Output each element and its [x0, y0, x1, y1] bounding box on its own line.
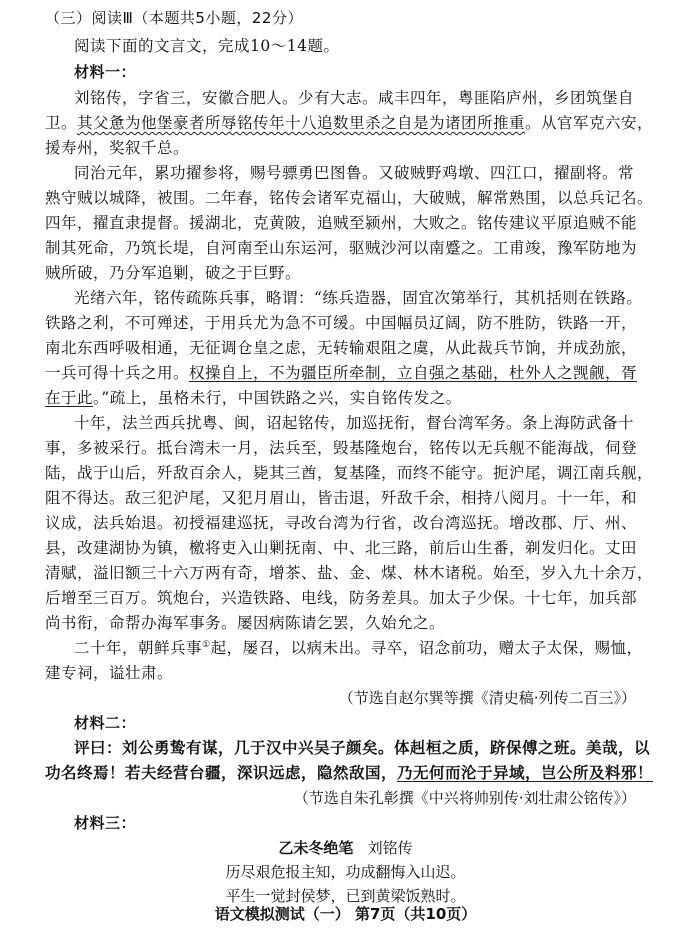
poem-author: 刘铭传: [367, 839, 413, 857]
underlined-sentence: 权操自上，不为疆臣所牵制，立自强之基础，杜外人之觊觎，胥: [189, 364, 638, 382]
poem-heading: [0, 838, 691, 858]
m1-line-18: 议成，法兵始退。初授福建巡抚，寻改台湾为行省，改台湾巡抚。增改郡、厅、州、: [45, 514, 638, 532]
m1-line-7: 制其死命，乃筑长堤，自河南至山东运河，驱贼沙河以南蹙之。工甫竣，豫军防地为: [45, 239, 638, 257]
m1-line-4: 同治元年，累功擢参将，赐号骠勇巴图鲁。又破贼野鸡墩、四江口，擢副将。常: [74, 164, 635, 182]
m1-line-9: 光绪六年，铭传疏陈兵事，略谓：“练兵造器，固宜次第举行，其机括则在铁路。: [74, 289, 643, 307]
m1-line-22: 尚书衔，命帮办海军事务。屡因病陈请乞罢，久始允之。: [45, 614, 446, 632]
m1-line-2: [45, 113, 655, 133]
m1-line-13: [45, 388, 655, 408]
footnote-marker: ①: [202, 639, 211, 650]
m1-line-12: [45, 363, 655, 383]
m1-line-8: 贼所破，乃分军追剿，破之于巨野。: [45, 264, 302, 282]
text-segment: 卫。: [45, 114, 78, 132]
page-footer: 语文模拟测试（一） 第7页（共10页）: [214, 905, 477, 923]
m1-line-24: 建专祠，谥壮肃。: [45, 664, 174, 682]
m1-line-3: 援寿州，奖叙千总。: [45, 139, 190, 157]
poem-line-1: 历尽艰危报主知，功成翻悔入山迟。: [225, 863, 466, 881]
m1-line-5: 熟守贼以城降，被围。二年春，铭传会诸军克福山，大破贼，解常熟围，以总兵记名。: [45, 189, 654, 207]
poem-title: 乙未冬绝笔: [278, 839, 354, 857]
underlined-sentence: 在于此: [45, 389, 94, 407]
m1-line-11: 南北东西呼吸相通，无征调仓皇之虑，无转输艰阻之虞，从此裁兵节饷，并成劲旅，: [45, 339, 638, 357]
material-2-source: （节选自朱孔彰撰《中兴将帅别传·刘壮肃公铭传》）: [293, 789, 636, 807]
m1-line-23: [74, 638, 684, 658]
m1-line-14: 十年，法兰西兵扰粤、闽，诏起铭传，加巡抚衔，督台湾军务。条上海防武备十: [74, 414, 635, 432]
material-1-label: 材料一：: [74, 63, 137, 81]
wavy-underline-sentence: 其父惫为他堡豪者所辱铭传年十八追数里杀之自是为诸团所推重: [77, 114, 526, 132]
m1-line-15: 事，多被采行。抵台湾未一月，法兵至，毁基隆炮台，铭传以无兵舰不能海战，伺登: [45, 439, 638, 457]
text-segment: 二十年，朝鲜兵事: [74, 639, 203, 657]
m1-line-20: 清赋，溢旧额三十六万两有奇，增茶、盐、金、煤、林木诸税。始至，岁入九十余万，: [45, 564, 654, 582]
m1-line-10: 铁路之利，不可殚述，于用兵尤为急不可缓。中国幅员辽阔，防不胜防，铁路一开，: [45, 314, 638, 332]
m1-line-16: 陆，战于山后，歼敌百余人，毙其三酋，复基隆，而终不能守。扼沪尾，调江南兵舰，: [45, 464, 654, 482]
section-heading: （三）阅读Ⅲ（本题共5小题，22分）: [45, 9, 303, 27]
text-segment: 。从官军克六安，: [525, 114, 654, 132]
text-segment: 。”疏上，虽格未行，中国铁路之兴，实自铭传发之。: [93, 389, 462, 407]
m1-line-19: 县，改建湖协为镇，檄将吏入山剿抚南、中、北三路，前后山生番，剃发归化。丈田: [45, 539, 638, 557]
text-segment: 起，屡召，以病未出。寻卒，诏念前功，赠太子太保，赐恤，: [210, 639, 643, 657]
material-2-label: 材料二：: [74, 714, 137, 732]
m2-line-1: 评曰：刘公勇鸷有谋，几于汉中兴吴子颜矣。体赳桓之质，跻保傅之班。美哉，以: [74, 738, 651, 757]
text-segment: 功名终焉！若夫经营台疆，深识远虑，隐然敌国，: [45, 763, 398, 782]
m2-line-2: [45, 763, 655, 783]
m1-line-6: 四年，擢直隶提督。援湖北，克黄陂，追贼至颍州，大败之。铭传建议平原追贼不能: [45, 214, 638, 232]
poem-line-2: 平生一觉封侯梦，已到黄梁饭熟时。: [225, 887, 466, 905]
m1-line-21: 后增至三百万。筑炮台，兴造铁路、电线，防务差具。加太子少保。十七年，加兵部: [45, 589, 638, 607]
text-segment: 一兵可得十兵之用。: [45, 364, 190, 382]
material-3-label: 材料三：: [74, 814, 137, 832]
underlined-sentence: 乃无何而沦于异域，岂公所及料邪！: [397, 763, 654, 782]
m1-line-17: 阻不得达。敌三犯沪尾，又犯月眉山，皆击退，歼敌千余，相持八阅月。十一年，和: [45, 489, 638, 507]
material-1-source: （节选自赵尔巽等撰《清史稿·列传二百三》）: [338, 689, 636, 707]
instruction: 阅读下面的文言文，完成10～14题。: [74, 37, 340, 55]
m1-line-1: 刘铭传，字省三，安徽合肥人。少有大志。咸丰四年，粤匪陷庐州，乡团筑堡自: [74, 89, 635, 107]
